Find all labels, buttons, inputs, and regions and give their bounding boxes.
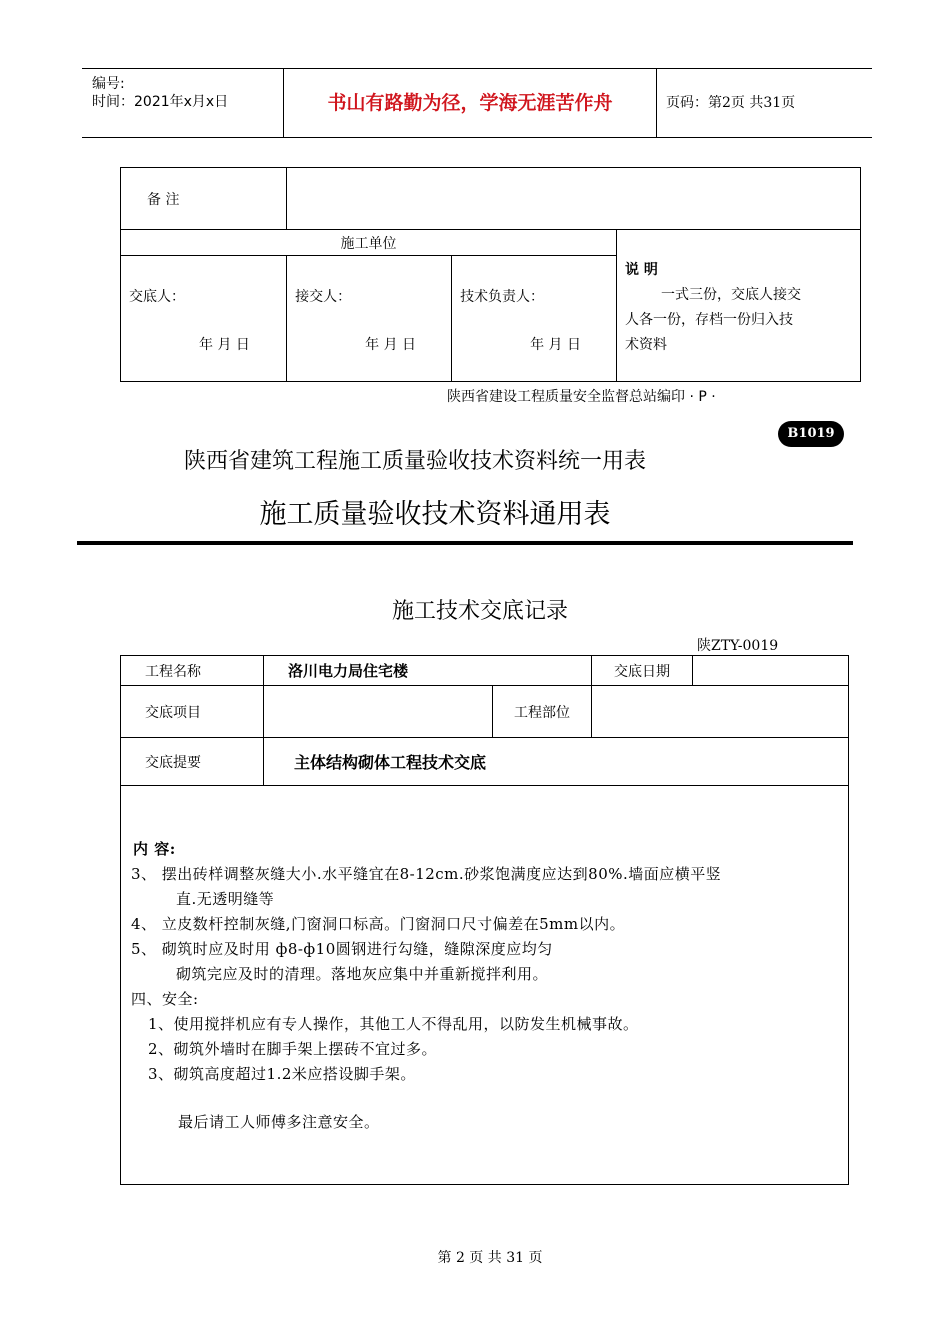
content-line-8: 2、砌筑外墙时在脚手架上摆砖不宜过多。 <box>148 1040 438 1058</box>
form-badge: B1019 <box>778 421 844 447</box>
title-divider <box>77 541 853 545</box>
content-line-3: 4、 立皮数杆控制灰缝,门窗洞口标高。门窗洞口尺寸偏差在5mm以内。 <box>131 915 626 933</box>
form-code: 陕ZTY-0019 <box>697 638 779 654</box>
title-sub: 施工质量验收技术资料通用表 <box>259 499 611 530</box>
time-label: 时间：2021年x月x日 <box>92 94 229 110</box>
discloser-cell[interactable] <box>121 256 287 382</box>
date-value[interactable] <box>693 656 849 686</box>
date-label: 交底日期 <box>592 656 693 686</box>
header-left <box>82 69 283 137</box>
discloser-label: 交底人： <box>129 289 185 305</box>
header-page-info: 页码：第2页 共31页 <box>666 95 796 111</box>
part-value[interactable] <box>592 686 849 738</box>
page-header <box>82 68 872 138</box>
content-line-9: 3、砌筑高度超过1.2米应搭设脚手架。 <box>148 1065 416 1083</box>
publisher: 陕西省建设工程质量安全监督总站编印 · P · <box>447 389 716 405</box>
receiver-cell[interactable] <box>287 256 452 382</box>
tech-lead-label: 技术负责人： <box>460 289 545 305</box>
remarks-field[interactable] <box>287 168 861 230</box>
signature-table <box>120 167 861 382</box>
receiver-label: 接交人： <box>295 289 352 305</box>
content-line-10: 最后请工人师傅多注意安全。 <box>178 1113 380 1131</box>
note-text-3: 术资料 <box>625 337 667 353</box>
form-title: 施工技术交底记录 <box>391 599 568 624</box>
title-main: 陕西省建筑工程施工质量验收技术资料统一用表 <box>183 449 646 474</box>
project-name-value[interactable]: 洛川电力局住宅楼 <box>264 656 592 686</box>
content-line-1: 3、 摆出砖样调整灰缝大小.水平缝宜在8-12cm.砂浆饱满度应达到80%.墙面应横平竖 <box>131 865 722 883</box>
tech-lead-date: 年 月 日 <box>530 337 581 353</box>
note-cell <box>617 230 861 382</box>
tech-lead-cell[interactable] <box>452 256 617 382</box>
part-label: 工程部位 <box>493 686 592 738</box>
summary-value[interactable]: 主体结构砌体工程技术交底 <box>264 738 849 786</box>
content-line-5: 砌筑完应及时的清理。落地灰应集中并重新搅拌利用。 <box>176 965 549 983</box>
receiver-date: 年 月 日 <box>365 337 417 353</box>
unit-label: 施工单位 <box>121 230 617 256</box>
content-line-4: 5、 砌筑时应及时用 ф8-ф10圆钢进行勾缝，缝隙深度应均匀 <box>131 940 553 958</box>
serial-label: 编号: <box>92 76 125 92</box>
note-text-2: 人各一份，存档一份归入技 <box>625 312 793 328</box>
content-line-2: 直.无透明缝等 <box>176 890 275 908</box>
page-footer: 第 2 页 共 31 页 <box>437 1250 543 1266</box>
content-heading: 内 容: <box>133 840 176 858</box>
remarks-label: 备 注 <box>121 168 287 230</box>
header-motto: 书山有路勤为径，学海无涯苦作舟 <box>283 69 657 137</box>
note-title: 说 明 <box>625 262 658 278</box>
project-name-label: 工程名称 <box>121 656 264 686</box>
summary-label: 交底提要 <box>121 738 264 786</box>
note-text-1: 一式三份，交底人接交 <box>661 287 801 303</box>
discloser-date: 年 月 日 <box>199 337 250 353</box>
item-value[interactable] <box>264 686 493 738</box>
content-line-6: 四、安全: <box>131 990 199 1008</box>
content-line-7: 1、使用搅拌机应有专人操作，其他工人不得乱用，以防发生机械事故。 <box>148 1015 639 1033</box>
item-label: 交底项目 <box>121 686 264 738</box>
